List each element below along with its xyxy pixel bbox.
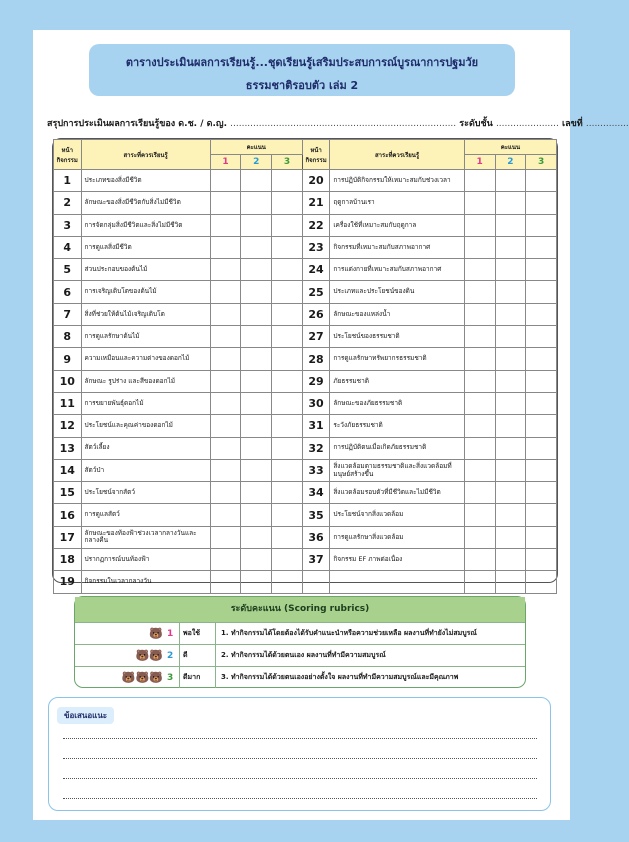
score-1-cell[interactable]	[210, 192, 241, 214]
score-1-cell[interactable]	[210, 571, 241, 593]
score-1-header-right: 1	[464, 155, 495, 170]
activity-number: 21	[302, 192, 330, 214]
score-3-cell[interactable]	[526, 214, 557, 236]
score-3-cell[interactable]	[526, 482, 557, 504]
score-3-cell[interactable]	[272, 303, 303, 325]
topic-label: สิ่งแวดล้อมตามธรรมชาติและสิ่งแวดล้อมที่มนุษย์สร้างขึ้น	[330, 459, 464, 481]
topic-label: สัตว์ป่า	[81, 459, 210, 481]
score-3-cell[interactable]	[526, 459, 557, 481]
topic-col-header-right: สาระที่ควรเรียนรู้	[330, 140, 464, 170]
score-2-cell[interactable]	[495, 236, 526, 258]
activity-number: 35	[302, 504, 330, 526]
score-3-cell[interactable]	[272, 259, 303, 281]
rubric-row	[75, 666, 525, 688]
activity-number: 28	[302, 348, 330, 370]
score-3-cell[interactable]	[526, 370, 557, 392]
score-1-cell[interactable]	[464, 303, 495, 325]
topic-label: การดูแลรักษาสิ่งแวดล้อม	[330, 526, 464, 548]
score-2-cell[interactable]	[241, 392, 272, 414]
score-1-cell[interactable]	[210, 259, 241, 281]
rubric-level: 1	[167, 628, 174, 639]
rubric-description: 3. ทำกิจกรรมได้ด้วยตนเองอย่างตั้งใจ ผลงานที่ทำมีความสมบูรณ์และมีคุณภาพ	[221, 673, 459, 681]
topic-label: สัตว์เลี้ยง	[81, 437, 210, 459]
rubric-level: 3	[167, 672, 174, 683]
score-3-cell[interactable]	[272, 526, 303, 548]
activity-number: 11	[54, 392, 82, 414]
score-3-header-right: 3	[526, 155, 557, 170]
score-2-cell[interactable]	[495, 549, 526, 571]
topic-label: การดูแลสัตว์	[81, 504, 210, 526]
activity-number: 9	[54, 348, 82, 370]
score-3-cell[interactable]	[272, 192, 303, 214]
activity-number: 20	[302, 170, 330, 192]
topic-label: การจัดกลุ่มสิ่งมีชีวิตและสิ่งไม่มีชีวิต	[81, 214, 210, 236]
score-1-cell[interactable]	[464, 504, 495, 526]
activity-number: 4	[54, 236, 82, 258]
topic-label: การดูแลรักษาต้นไม้	[81, 326, 210, 348]
activity-number: 19	[54, 571, 82, 593]
rubric-title: ระดับคะแนน (Scoring rubrics)	[75, 597, 525, 622]
score-3-cell[interactable]	[272, 482, 303, 504]
table-row	[54, 370, 557, 392]
score-2-cell[interactable]	[241, 281, 272, 303]
topic-label: สิ่งแวดล้อมรอบตัวที่มีชีวิตและไม่มีชีวิต	[330, 482, 464, 504]
topic-label: ประโยชน์จากสัตว์	[81, 482, 210, 504]
score-1-cell[interactable]	[210, 549, 241, 571]
score-2-cell[interactable]	[241, 504, 272, 526]
note-line[interactable]	[63, 778, 537, 779]
scoring-rubric	[74, 596, 526, 688]
bear-icon: 🐻	[149, 627, 163, 640]
topic-label: สิ่งที่ช่วยให้ต้นไม้เจริญเติบโต	[81, 303, 210, 325]
activity-number: 12	[54, 415, 82, 437]
table-row	[54, 504, 557, 526]
score-3-cell[interactable]	[272, 214, 303, 236]
title-banner	[89, 44, 515, 96]
table-row	[54, 281, 557, 303]
score-1-cell[interactable]	[210, 303, 241, 325]
score-1-cell[interactable]	[210, 170, 241, 192]
score-3-cell[interactable]	[272, 504, 303, 526]
topic-label: การขยายพันธุ์ดอกไม้	[81, 392, 210, 414]
topic-label: ฤดูกาลบ้านเรา	[330, 192, 464, 214]
score-2-cell[interactable]	[495, 370, 526, 392]
score-1-cell[interactable]	[464, 571, 495, 593]
score-1-cell[interactable]	[210, 392, 241, 414]
score-2-cell[interactable]	[495, 348, 526, 370]
table-row	[54, 526, 557, 548]
score-col-header-right: คะแนน	[464, 140, 556, 155]
score-1-cell[interactable]	[210, 214, 241, 236]
activity-number: 5	[54, 259, 82, 281]
table-row	[54, 549, 557, 571]
table-row	[54, 348, 557, 370]
rubric-row	[75, 644, 525, 666]
score-2-cell[interactable]	[241, 571, 272, 593]
score-3-cell[interactable]	[272, 236, 303, 258]
topic-label: ประเภทของสิ่งมีชีวิต	[81, 170, 210, 192]
score-3-cell[interactable]	[526, 415, 557, 437]
topic-label: การปฏิบัติกิจกรรมให้เหมาะสมกับช่วงเวลา	[330, 170, 464, 192]
worksheet-page	[33, 30, 629, 820]
topic-label	[330, 571, 464, 593]
score-1-cell[interactable]	[210, 370, 241, 392]
score-2-cell[interactable]	[241, 482, 272, 504]
topic-label: การดูแลสิ่งมีชีวิต	[81, 236, 210, 258]
score-1-cell[interactable]	[210, 415, 241, 437]
score-3-cell[interactable]	[526, 170, 557, 192]
assessment-table	[52, 138, 558, 589]
topic-label: ลักษณะของแหล่งน้ำ	[330, 303, 464, 325]
topic-label: การปฏิบัติตนเมื่อเกิดภัยธรรมชาติ	[330, 437, 464, 459]
score-3-cell[interactable]	[526, 236, 557, 258]
score-1-cell[interactable]	[210, 281, 241, 303]
table-row	[54, 192, 557, 214]
score-3-cell[interactable]	[526, 504, 557, 526]
topic-label: การดูแลรักษาทรัพยากรธรรมชาติ	[330, 348, 464, 370]
score-2-cell[interactable]	[495, 259, 526, 281]
score-3-cell[interactable]	[526, 571, 557, 593]
score-1-cell[interactable]	[464, 482, 495, 504]
score-1-cell[interactable]	[464, 281, 495, 303]
activity-number: 26	[302, 303, 330, 325]
topic-label: ส่วนประกอบของต้นไม้	[81, 259, 210, 281]
score-col-header: คะแนน	[210, 140, 302, 155]
score-3-cell[interactable]	[526, 192, 557, 214]
number-label: เลขที่	[562, 119, 583, 129]
activity-number: 17	[54, 526, 82, 548]
assessment-grid	[53, 139, 557, 594]
table-row	[54, 303, 557, 325]
score-2-cell[interactable]	[241, 236, 272, 258]
score-3-cell[interactable]	[272, 571, 303, 593]
bear-icon: 🐻🐻	[135, 649, 163, 662]
note-line[interactable]	[63, 738, 537, 739]
score-2-cell[interactable]	[241, 170, 272, 192]
table-row	[54, 214, 557, 236]
activity-number: 29	[302, 370, 330, 392]
score-3-cell[interactable]	[526, 303, 557, 325]
activity-number: 31	[302, 415, 330, 437]
activity-number: 13	[54, 437, 82, 459]
score-3-cell[interactable]	[272, 437, 303, 459]
score-2-cell[interactable]	[241, 259, 272, 281]
activity-number: 32	[302, 437, 330, 459]
score-2-cell[interactable]	[495, 482, 526, 504]
activity-number: 2	[54, 192, 82, 214]
activity-number: 27	[302, 326, 330, 348]
topic-label: กิจกรรมที่เหมาะสมกับสภาพอากาศ	[330, 236, 464, 258]
score-2-header-right: 2	[495, 155, 526, 170]
score-2-cell[interactable]	[495, 571, 526, 593]
note-line[interactable]	[63, 758, 537, 759]
activity-number: 8	[54, 326, 82, 348]
score-1-cell[interactable]	[464, 415, 495, 437]
activity-number: 3	[54, 214, 82, 236]
score-3-cell[interactable]	[272, 370, 303, 392]
score-2-cell[interactable]	[241, 415, 272, 437]
rubric-description: 1. ทำกิจกรรมได้โดยต้องได้รับคำแนะนำหรือความช่วยเหลือ ผลงานที่ทำยังไม่สมบูรณ์	[221, 629, 477, 637]
notes-label: ข้อเสนอแนะ	[57, 707, 114, 724]
topic-label: ประเภทและประโยชน์ของดิน	[330, 281, 464, 303]
activity-number	[302, 571, 330, 593]
topic-label: ลักษณะของท้องฟ้าช่วงเวลากลางวันและกลางคืน	[81, 526, 210, 548]
score-2-cell[interactable]	[495, 170, 526, 192]
score-1-cell[interactable]	[464, 549, 495, 571]
score-3-cell[interactable]	[526, 348, 557, 370]
score-3-cell[interactable]	[272, 281, 303, 303]
score-3-cell[interactable]	[272, 348, 303, 370]
activity-number: 22	[302, 214, 330, 236]
rubric-level-name: พอใช้	[179, 623, 216, 644]
notes-box[interactable]	[48, 697, 551, 811]
score-2-cell[interactable]	[495, 326, 526, 348]
activity-number: 33	[302, 459, 330, 481]
score-1-cell[interactable]	[464, 326, 495, 348]
topic-label: กิจกรรม EF ภาพต่อเนื่อง	[330, 549, 464, 571]
score-2-cell[interactable]	[495, 303, 526, 325]
summary-prefix: สรุปการประเมินผลการเรียนรู้ของ ด.ช. / ด.ญ.	[47, 119, 227, 129]
score-2-cell[interactable]	[495, 281, 526, 303]
score-2-cell[interactable]	[495, 214, 526, 236]
topic-label: ลักษณะ รูปร่าง และสีของดอกไม้	[81, 370, 210, 392]
rubric-level-name: ดี	[179, 645, 216, 666]
student-summary-line	[47, 116, 629, 130]
title-line-1: ตารางประเมินผลการเรียนรู้...ชุดเรียนรู้เสริมประสบการณ์บูรณาการปฐมวัย	[125, 56, 479, 69]
rubric-level: 2	[167, 650, 174, 661]
table-row	[54, 236, 557, 258]
score-1-cell[interactable]	[464, 259, 495, 281]
score-3-cell[interactable]	[272, 392, 303, 414]
score-1-cell[interactable]	[464, 370, 495, 392]
score-1-cell[interactable]	[210, 326, 241, 348]
activity-number: 36	[302, 526, 330, 548]
topic-label: ประโยชน์ของธรรมชาติ	[330, 326, 464, 348]
score-2-cell[interactable]	[241, 214, 272, 236]
score-3-cell[interactable]	[526, 392, 557, 414]
score-2-cell[interactable]	[495, 526, 526, 548]
table-row	[54, 437, 557, 459]
score-2-cell[interactable]	[241, 303, 272, 325]
topic-label: การแต่งกายที่เหมาะสมกับสภาพอากาศ	[330, 259, 464, 281]
score-2-cell[interactable]	[495, 459, 526, 481]
note-line[interactable]	[63, 798, 537, 799]
score-1-cell[interactable]	[464, 392, 495, 414]
score-3-cell[interactable]	[272, 549, 303, 571]
score-1-cell[interactable]	[210, 236, 241, 258]
score-2-cell[interactable]	[241, 348, 272, 370]
score-3-cell[interactable]	[272, 170, 303, 192]
score-2-cell[interactable]	[495, 415, 526, 437]
score-3-cell[interactable]	[526, 437, 557, 459]
score-2-cell[interactable]	[241, 549, 272, 571]
topic-label: ประโยชน์จากสิ่งแวดล้อม	[330, 504, 464, 526]
score-1-cell[interactable]	[464, 437, 495, 459]
score-3-cell[interactable]	[526, 259, 557, 281]
activity-number: 6	[54, 281, 82, 303]
score-3-cell[interactable]	[526, 326, 557, 348]
topic-label: ประโยชน์และคุณค่าของดอกไม้	[81, 415, 210, 437]
table-row	[54, 571, 557, 593]
activity-number: 25	[302, 281, 330, 303]
score-2-cell[interactable]	[241, 326, 272, 348]
name-blank[interactable]: ...............................................................................	[230, 119, 457, 129]
table-row	[54, 259, 557, 281]
score-1-cell[interactable]	[210, 482, 241, 504]
score-1-cell[interactable]	[464, 192, 495, 214]
topic-col-header: สาระที่ควรเรียนรู้	[81, 140, 210, 170]
table-row	[54, 459, 557, 481]
score-3-cell[interactable]	[526, 526, 557, 548]
topic-label: ระวังภัยธรรมชาติ	[330, 415, 464, 437]
score-1-cell[interactable]	[210, 459, 241, 481]
score-1-cell[interactable]	[210, 526, 241, 548]
topic-label: เครื่องใช้ที่เหมาะสมกับฤดูกาล	[330, 214, 464, 236]
rubric-description: 2. ทำกิจกรรมได้ด้วยตนเอง ผลงานที่ทำมีความสมบูรณ์	[221, 651, 386, 659]
table-header-row	[54, 140, 557, 155]
activity-number: 10	[54, 370, 82, 392]
page-col-header: หน้ากิจกรรม	[54, 140, 82, 170]
level-label: ระดับชั้น	[459, 119, 493, 129]
score-1-cell[interactable]	[464, 526, 495, 548]
score-1-cell[interactable]	[464, 214, 495, 236]
table-row	[54, 326, 557, 348]
topic-label: ปรากฏการณ์บนท้องฟ้า	[81, 549, 210, 571]
table-row	[54, 415, 557, 437]
score-3-cell[interactable]	[272, 326, 303, 348]
table-row	[54, 170, 557, 192]
score-1-cell[interactable]	[464, 348, 495, 370]
activity-number: 24	[302, 259, 330, 281]
activity-number: 37	[302, 549, 330, 571]
page-col-header-right: หน้ากิจกรรม	[302, 140, 330, 170]
topic-label: การเจริญเติบโตของต้นไม้	[81, 281, 210, 303]
score-1-cell[interactable]	[210, 348, 241, 370]
score-3-cell[interactable]	[526, 281, 557, 303]
topic-label: ลักษณะของสิ่งมีชีวิตกับสิ่งไม่มีชีวิต	[81, 192, 210, 214]
score-2-cell[interactable]	[495, 392, 526, 414]
score-2-cell[interactable]	[241, 192, 272, 214]
bear-icon: 🐻🐻🐻	[121, 671, 163, 684]
activity-number: 14	[54, 459, 82, 481]
activity-number: 18	[54, 549, 82, 571]
topic-label: กิจกรรมในเวลากลางวัน	[81, 571, 210, 593]
table-row	[54, 482, 557, 504]
rubric-level-name: ดีมาก	[179, 667, 216, 688]
score-3-cell[interactable]	[272, 415, 303, 437]
activity-number: 34	[302, 482, 330, 504]
activity-number: 23	[302, 236, 330, 258]
activity-number: 7	[54, 303, 82, 325]
rubric-row	[75, 622, 525, 644]
number-blank[interactable]: ...............	[585, 119, 629, 129]
score-2-cell[interactable]	[495, 437, 526, 459]
score-1-cell[interactable]	[464, 459, 495, 481]
score-2-cell[interactable]	[241, 437, 272, 459]
topic-label: ความเหมือนและความต่างของดอกไม้	[81, 348, 210, 370]
score-2-cell[interactable]	[495, 504, 526, 526]
score-3-cell[interactable]	[526, 549, 557, 571]
table-row	[54, 392, 557, 414]
score-1-cell[interactable]	[210, 437, 241, 459]
score-1-cell[interactable]	[464, 236, 495, 258]
score-2-cell[interactable]	[241, 370, 272, 392]
topic-label: ลักษณะของภัยธรรมชาติ	[330, 392, 464, 414]
score-2-cell[interactable]	[241, 459, 272, 481]
activity-number: 15	[54, 482, 82, 504]
score-3-cell[interactable]	[272, 459, 303, 481]
score-2-header: 2	[241, 155, 272, 170]
score-2-cell[interactable]	[495, 192, 526, 214]
title-line-2: ธรรมชาติรอบตัว เล่ม 2	[245, 79, 359, 92]
activity-number: 30	[302, 392, 330, 414]
level-blank[interactable]: ......................	[495, 119, 559, 129]
score-3-header: 3	[272, 155, 303, 170]
topic-label: ภัยธรรมชาติ	[330, 370, 464, 392]
score-1-header: 1	[210, 155, 241, 170]
activity-number: 1	[54, 170, 82, 192]
score-2-cell[interactable]	[241, 526, 272, 548]
activity-number: 16	[54, 504, 82, 526]
score-1-cell[interactable]	[210, 504, 241, 526]
score-1-cell[interactable]	[464, 170, 495, 192]
